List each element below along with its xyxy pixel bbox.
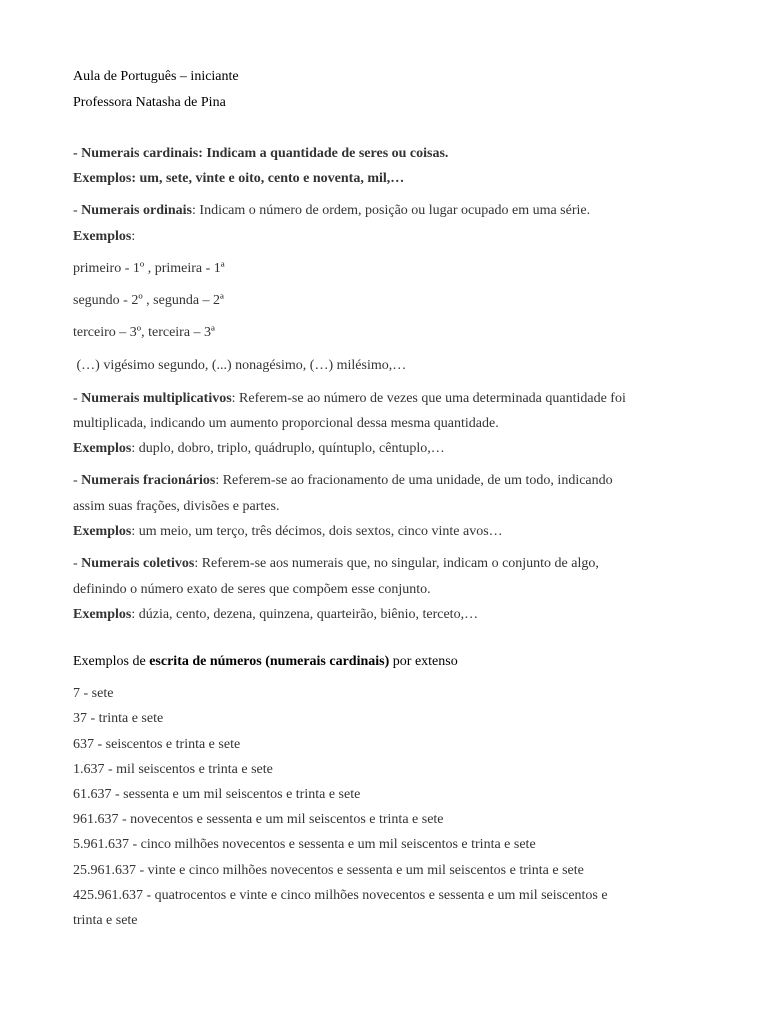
escrita-example: 637 - seiscentos e trinta e sete bbox=[73, 737, 241, 752]
fracionarios-definition: - Numerais fracionários: Referem-se ao fracionamento de uma unidade, de um todo, indicando bbox=[73, 473, 613, 488]
ordinais-example: (…) vigésimo segundo, (...) nonagésimo, (…) milésimo,… bbox=[73, 358, 407, 373]
fracionarios-term: Numerais fracionários bbox=[81, 473, 216, 488]
course-title: Aula de Português – iniciante bbox=[73, 69, 239, 84]
escrita-example: 7 - sete bbox=[73, 686, 114, 701]
multiplicativos-examples: Exemplos: duplo, dobro, triplo, quádruplo, quíntuplo, cêntuplo,… bbox=[73, 441, 445, 456]
fracionarios-definition-cont: assim suas frações, divisões e partes. bbox=[73, 499, 280, 514]
escrita-example: 425.961.637 - quatrocentos e vinte e cinco milhões novecentos e sessenta e um mil seiscentos e bbox=[73, 888, 608, 903]
escrita-example: 25.961.637 - vinte e cinco milhões novecentos e sessenta e um mil seiscentos e trinta e sete bbox=[73, 863, 584, 878]
ordinais-examples-label: Exemplos: bbox=[73, 229, 136, 244]
coletivos-term: Numerais coletivos bbox=[81, 556, 195, 571]
coletivos-definition-cont: definindo o número exato de seres que compõem esse conjunto. bbox=[73, 582, 431, 597]
escrita-example: 1.637 - mil seiscentos e trinta e sete bbox=[73, 762, 273, 777]
ordinais-example: terceiro – 3º, terceira – 3ª bbox=[73, 325, 215, 340]
escrita-example-cont: trinta e sete bbox=[73, 913, 138, 928]
multiplicativos-term: Numerais multiplicativos bbox=[81, 391, 232, 406]
teacher-name: Professora Natasha de Pina bbox=[73, 95, 226, 110]
escrita-example: 61.637 - sessenta e um mil seiscentos e trinta e sete bbox=[73, 787, 361, 802]
multiplicativos-definition: - Numerais multiplicativos: Referem-se ao número de vezes que uma determinada quantidade foi bbox=[73, 391, 626, 406]
cardinais-examples: Exemplos: um, sete, vinte e oito, cento e noventa, mil,… bbox=[73, 171, 405, 186]
ordinais-term: Numerais ordinais bbox=[81, 203, 193, 218]
escrita-example: 5.961.637 - cinco milhões novecentos e sessenta e um mil seiscentos e trinta e sete bbox=[73, 837, 536, 852]
escrita-heading: Exemplos de escrita de números (numerais cardinais) por extenso bbox=[73, 654, 458, 669]
fracionarios-examples: Exemplos: um meio, um terço, três décimos, dois sextos, cinco vinte avos… bbox=[73, 524, 503, 539]
ordinais-example: primeiro - 1º , primeira - 1ª bbox=[73, 261, 225, 276]
escrita-example: 961.637 - novecentos e sessenta e um mil seiscentos e trinta e sete bbox=[73, 812, 444, 827]
escrita-example: 37 - trinta e sete bbox=[73, 711, 164, 726]
ordinais-example: segundo - 2º , segunda – 2ª bbox=[73, 293, 224, 308]
coletivos-examples: Exemplos: dúzia, cento, dezena, quinzena, quarteirão, biênio, terceto,… bbox=[73, 607, 479, 622]
coletivos-definition: - Numerais coletivos: Referem-se aos numerais que, no singular, indicam o conjunto de algo, bbox=[73, 556, 599, 571]
ordinais-definition: - Numerais ordinais: Indicam o número de ordem, posição ou lugar ocupado em uma série. bbox=[73, 203, 591, 218]
multiplicativos-definition-cont: multiplicada, indicando um aumento proporcional dessa mesma quantidade. bbox=[73, 416, 499, 431]
cardinais-definition: - Numerais cardinais: Indicam a quantidade de seres ou coisas. bbox=[73, 146, 449, 161]
